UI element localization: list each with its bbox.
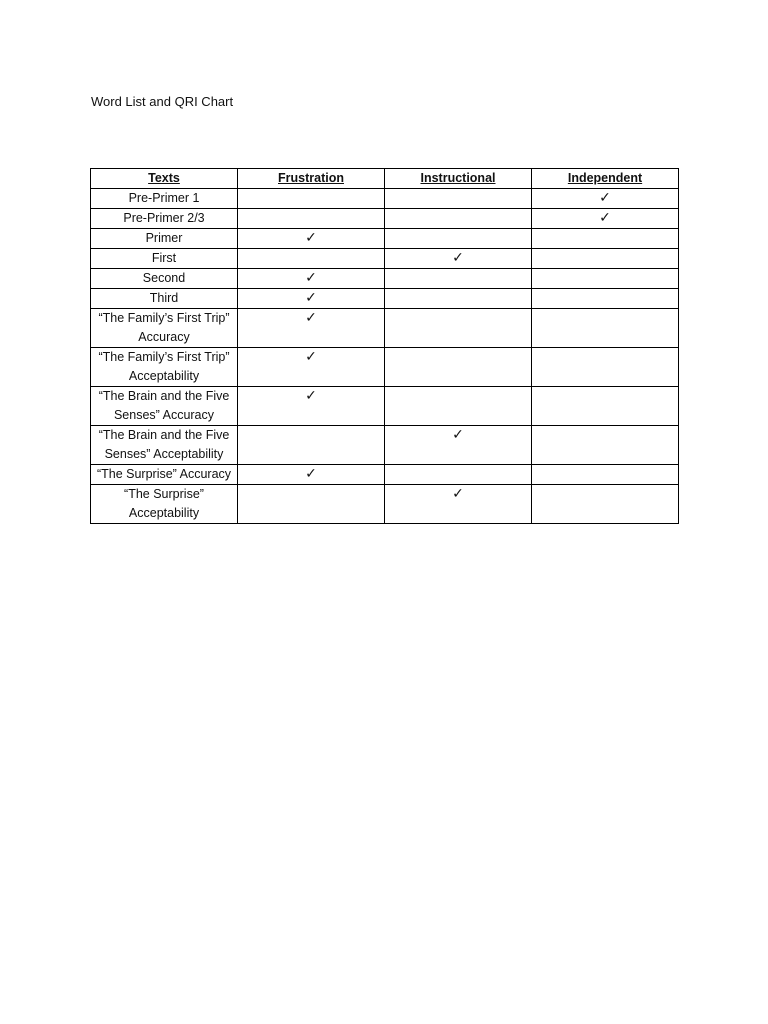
cell-instructional [385, 485, 532, 524]
cell-instructional [385, 289, 532, 309]
cell-instructional [385, 426, 532, 465]
cell-independent [532, 309, 679, 348]
cell-instructional [385, 249, 532, 269]
row-text-label: Second [91, 269, 238, 289]
cell-instructional [385, 209, 532, 229]
checkmark-icon: ✓ [305, 466, 317, 482]
cell-independent [532, 426, 679, 465]
cell-instructional [385, 229, 532, 249]
checkmark-icon: ✓ [452, 427, 464, 443]
row-text-label: Pre-Primer 2/3 [91, 209, 238, 229]
table-row [91, 348, 679, 387]
cell-instructional [385, 465, 532, 485]
cell-frustration [238, 229, 385, 249]
table-row [91, 269, 679, 289]
cell-instructional [385, 189, 532, 209]
cell-frustration [238, 309, 385, 348]
cell-independent [532, 485, 679, 524]
row-text-label: “The Surprise” Accuracy [91, 465, 238, 485]
cell-independent [532, 387, 679, 426]
cell-instructional [385, 309, 532, 348]
header-instructional: Instructional [385, 169, 532, 189]
row-text-label: First [91, 249, 238, 269]
cell-frustration [238, 289, 385, 309]
cell-independent [532, 269, 679, 289]
row-text-label: Primer [91, 229, 238, 249]
cell-instructional [385, 269, 532, 289]
document-title: Word List and QRI Chart [91, 94, 234, 109]
cell-frustration [238, 485, 385, 524]
table-row [91, 426, 679, 465]
cell-frustration [238, 269, 385, 289]
checkmark-icon: ✓ [599, 190, 611, 206]
table-header-row [91, 169, 679, 189]
checkmark-icon: ✓ [305, 349, 317, 365]
table-row [91, 289, 679, 309]
row-text-label: “The Family’s First Trip” Accuracy [91, 309, 238, 348]
header-independent: Independent [532, 169, 679, 189]
row-text-label: Pre-Primer 1 [91, 189, 238, 209]
cell-independent [532, 348, 679, 387]
cell-frustration [238, 189, 385, 209]
row-text-label: Third [91, 289, 238, 309]
cell-frustration [238, 426, 385, 465]
cell-independent [532, 209, 679, 229]
cell-frustration [238, 387, 385, 426]
checkmark-icon: ✓ [305, 388, 317, 404]
cell-frustration [238, 348, 385, 387]
row-text-label: “The Brain and the Five Senses” Acceptability [91, 426, 238, 465]
row-text-label: “The Surprise” Acceptability [91, 485, 238, 524]
cell-instructional [385, 348, 532, 387]
cell-independent [532, 249, 679, 269]
checkmark-icon: ✓ [305, 230, 317, 246]
table-row [91, 209, 679, 229]
header-texts: Texts [91, 169, 238, 189]
cell-independent [532, 465, 679, 485]
checkmark-icon: ✓ [305, 290, 317, 306]
table-row [91, 189, 679, 209]
table-row [91, 249, 679, 269]
checkmark-icon: ✓ [452, 250, 464, 266]
table-body [91, 189, 679, 524]
cell-frustration [238, 209, 385, 229]
cell-independent [532, 289, 679, 309]
table-row [91, 229, 679, 249]
checkmark-icon: ✓ [305, 270, 317, 286]
checkmark-icon: ✓ [305, 310, 317, 326]
row-text-label: “The Family’s First Trip” Acceptability [91, 348, 238, 387]
checkmark-icon: ✓ [599, 210, 611, 226]
row-text-label: “The Brain and the Five Senses” Accuracy [91, 387, 238, 426]
table-row [91, 485, 679, 524]
cell-independent [532, 189, 679, 209]
cell-frustration [238, 249, 385, 269]
cell-frustration [238, 465, 385, 485]
table-row [91, 387, 679, 426]
cell-instructional [385, 387, 532, 426]
cell-independent [532, 229, 679, 249]
qri-results-table [90, 168, 679, 524]
table-row [91, 465, 679, 485]
header-frustration: Frustration [238, 169, 385, 189]
table-row [91, 309, 679, 348]
checkmark-icon: ✓ [452, 486, 464, 502]
